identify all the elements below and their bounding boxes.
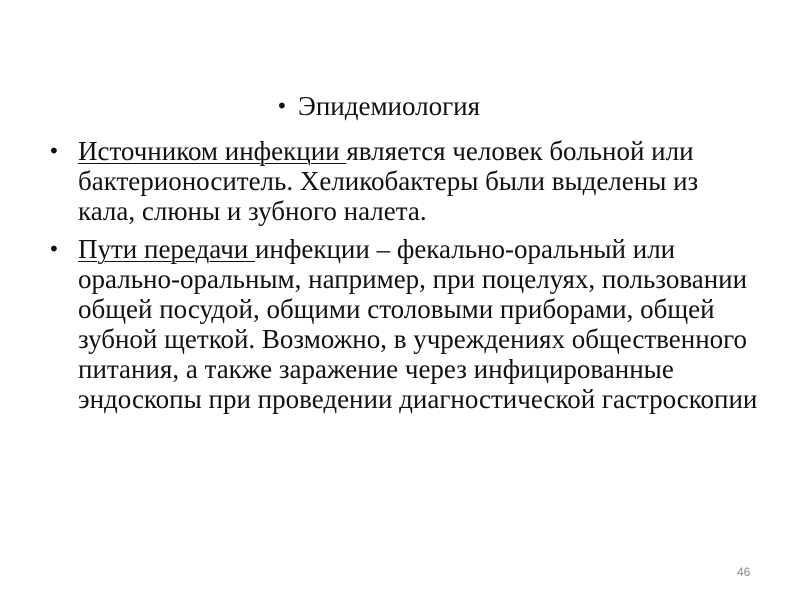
bullet-marker: • xyxy=(48,237,60,261)
transmission-routes-label: Пути передачи xyxy=(78,234,255,264)
transmission-routes-text: инфекции – фекально-оральный или орально-оральным, например, при поцелуях, пользовании общей посудой, общими столовыми приборами, общей зубной щеткой. Возможно, в учреждениях общественного питания, а также заражение через инфицированные эндоскопы при проведении диагностической гастроскопии xyxy=(78,234,758,414)
page-number: 46 xyxy=(737,565,751,579)
slide-title: Эпидемиология xyxy=(298,91,481,121)
infection-source-label: Источником инфекции xyxy=(78,136,347,166)
bullet-marker: • xyxy=(276,94,288,118)
bullet-marker: • xyxy=(48,139,60,163)
bullet-item-transmission xyxy=(42,234,762,414)
slide-title-bullet xyxy=(276,90,480,122)
bullet-item-source xyxy=(42,136,762,226)
bullet-list xyxy=(42,136,762,422)
infection-source-text: является человек больной или бактерионоситель. Хеликобактеры были выделены из кала, слюны и зубного налета. xyxy=(78,136,699,226)
